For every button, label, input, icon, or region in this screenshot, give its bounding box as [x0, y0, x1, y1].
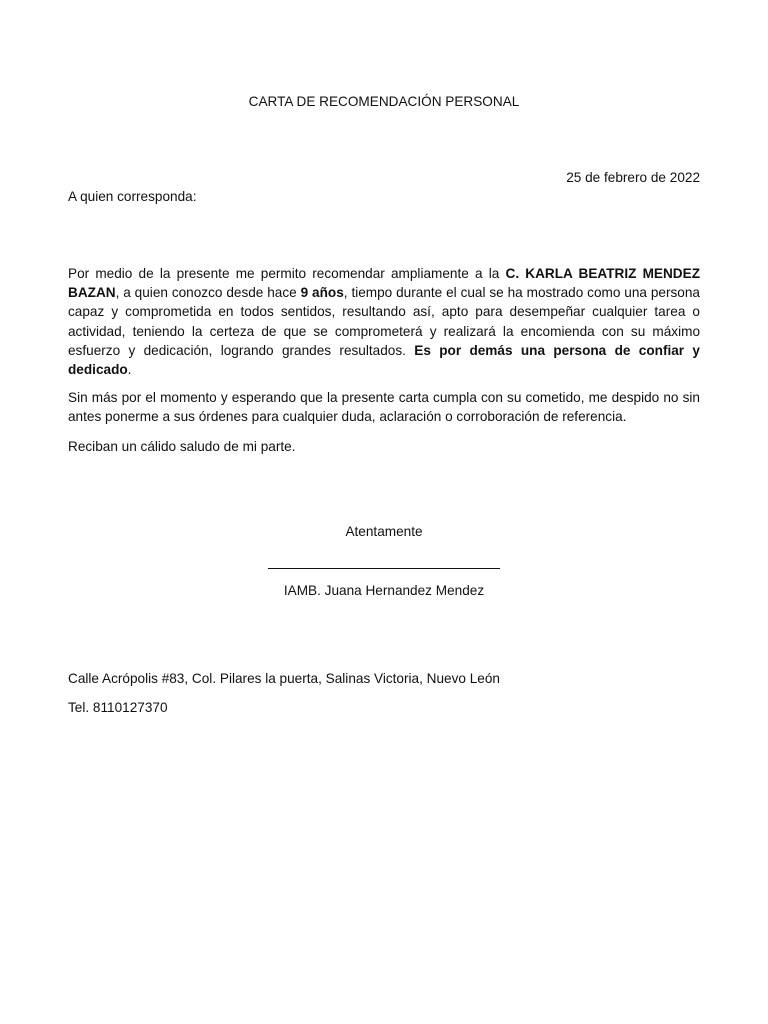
- greeting-paragraph: Reciban un cálido saludo de mi parte.: [68, 439, 296, 454]
- signature-line: [268, 558, 500, 569]
- letter-date: 25 de febrero de 2022: [566, 170, 700, 185]
- phone-number: Tel. 8110127370: [68, 700, 168, 715]
- years-known: 9 años: [300, 285, 344, 301]
- salutation: A quien corresponda:: [68, 189, 197, 204]
- p1-text-1: Por medio de la presente me permito recomendar ampliamente a la: [68, 266, 506, 281]
- p1-closing-bold: Es por demás una persona de confiar y dedicado: [68, 342, 700, 378]
- p1-period: .: [127, 362, 132, 378]
- recommendation-paragraph: [68, 264, 700, 379]
- letter-title: CARTA DE RECOMENDACIÓN PERSONAL: [248, 94, 520, 109]
- recommended-person-name: C. KARLA BEATRIZ MENDEZ BAZAN: [68, 266, 700, 301]
- sign-off: Atentamente: [345, 524, 423, 539]
- p1-text-2: , a quien conozco desde hace: [115, 285, 301, 301]
- address: Calle Acrópolis #83, Col. Pilares la puerta, Salinas Victoria, Nuevo León: [68, 671, 500, 686]
- p1-text-3: , tiempo durante el cual se ha mostrado como una persona capaz y comprometida en todos sentidos, resultando así, apto para desempeñar cualquier tarea o actividad, teniendo la certeza de que se comprometerá y realizará la encomienda con su máximo esfuerzo y dedicación, logrando grandes resultados.: [68, 285, 700, 358]
- signer-name: IAMB. Juana Hernandez Mendez: [283, 583, 485, 598]
- farewell-paragraph: Sin más por el momento y esperando que la presente carta cumpla con su cometido, me despido no sin antes ponerme a sus órdenes para cualquier duda, aclaración o corroboración de referencia.: [68, 390, 700, 425]
